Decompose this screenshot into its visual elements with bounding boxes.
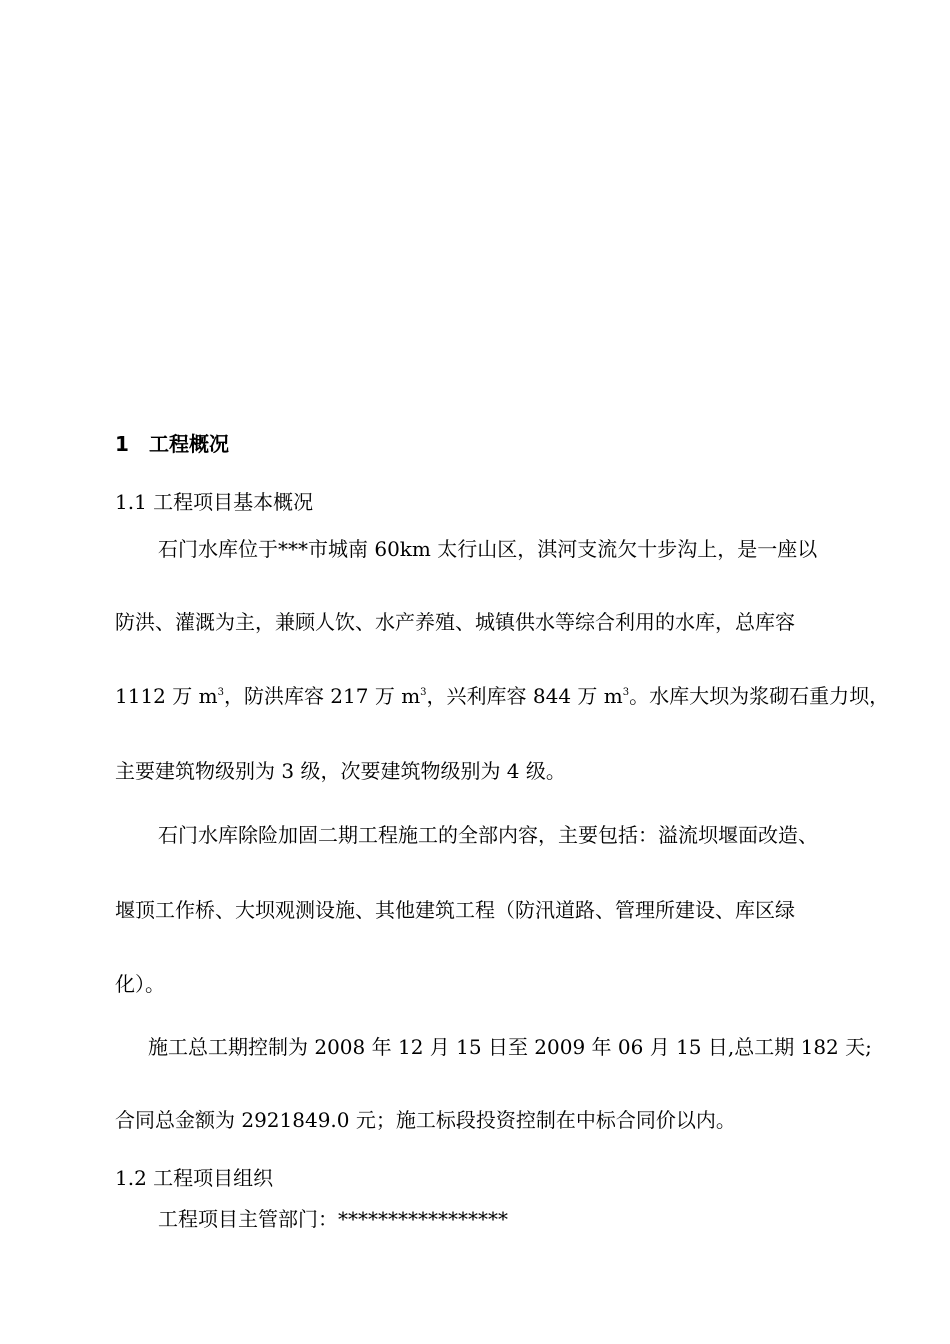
capacity-total: 1112 万 m [115,684,218,708]
para1-line3 [115,684,889,708]
para2-line1: 石门水库除险加固二期工程施工的全部内容，主要包括：溢流坝堰面改造、 [158,823,818,847]
project-authority-value: ***************** [338,1207,508,1231]
dam-type: 。水库大坝为浆砌石重力坝， [629,684,890,708]
para2-line3: 化）。 [115,972,165,996]
project-authority-line [158,1207,508,1231]
capacity-benefit: ，兴利库容 844 万 m [426,684,623,708]
para1-line2: 防洪、灌溉为主，兼顾人饮、水产养殖、城镇供水等综合利用的水库，总库容 [115,610,795,634]
capacity-flood: ，防洪库容 217 万 m [223,684,421,708]
section-1-title: 工程概况 [149,432,229,456]
project-authority-label: 工程项目主管部门： [158,1207,338,1231]
para2-line2: 堰顶工作桥、大坝观测设施、其他建筑工程（防汛道路、管理所建设、库区绿 [115,898,795,922]
unit-superscript: 3 [622,687,630,698]
para1-line4: 主要建筑物级别为 3 级，次要建筑物级别为 4 级。 [115,759,566,783]
unit-superscript: 3 [420,687,427,698]
para3-line2: 合同总金额为 2921849.0 元；施工标段投资控制在中标合同价以内。 [115,1108,736,1132]
unit-superscript: 3 [217,687,224,698]
section-1-1-heading: 1.1 工程项目基本概况 [115,490,314,514]
section-1-heading [115,432,229,456]
section-1-number: 1 [115,432,129,456]
para3-line1: 施工总工期控制为 2008 年 12 月 15 日至 2009 年 06 月 15 日,总工期 182 天; [148,1035,872,1059]
para1-line1: 石门水库位于***市城南 60km 太行山区，淇河支流欠十步沟上，是一座以 [158,537,818,561]
section-1-2-heading: 1.2 工程项目组织 [115,1166,274,1190]
